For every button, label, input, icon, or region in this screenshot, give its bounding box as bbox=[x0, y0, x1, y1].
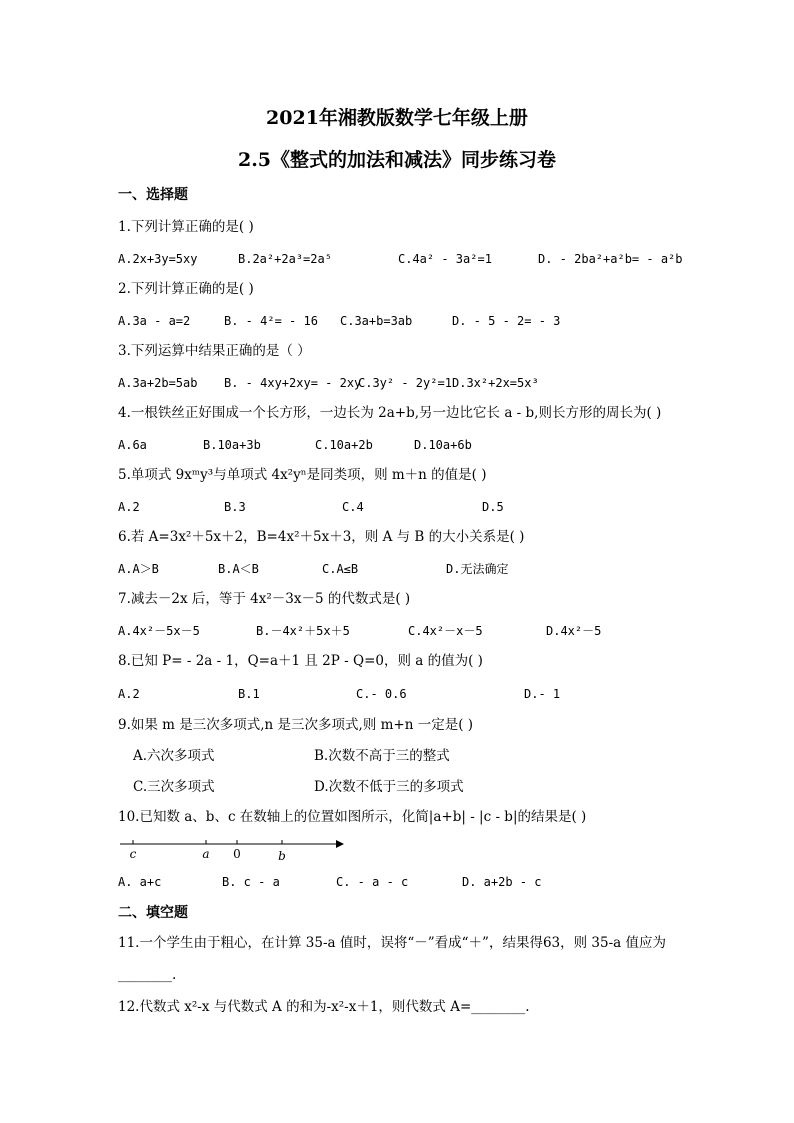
section-choice-heading: 一、选择题 bbox=[118, 187, 188, 203]
question-5-option-d: D.5 bbox=[482, 500, 504, 514]
question-11-line-2: ________. bbox=[118, 967, 177, 983]
question-3-option-b: B. - 4xy+2xy= - 2xy bbox=[224, 376, 362, 390]
question-5-option-b: B.3 bbox=[224, 500, 246, 514]
question-7-option-b: B.－4x²＋5x＋5 bbox=[256, 624, 350, 638]
question-12-line: 12.代数式 x²-x 与代数式 A 的和为-x²-x＋1，则代数式 A=________. bbox=[118, 999, 530, 1015]
question-3-option-d: D.3x²+2x=5x³ bbox=[452, 376, 539, 390]
question-3-stem: 3.下列运算中结果正确的是（ ） bbox=[118, 343, 311, 359]
question-7-option-d: D.4x²－5 bbox=[546, 624, 602, 638]
question-8-option-c: C.- 0.6 bbox=[356, 687, 407, 701]
question-7-option-a: A.4x²－5x－5 bbox=[118, 624, 200, 638]
title-line-2: 2.5《整式的加法和减法》同步练习卷 bbox=[237, 149, 557, 171]
question-3-option-c: C.3y² - 2y²=1 bbox=[358, 376, 452, 390]
question-1-option-c: C.4a² - 3a²=1 bbox=[398, 252, 492, 266]
title-line-1: 2021年湘教版数学七年级上册 bbox=[266, 107, 528, 129]
question-1-stem: 1.下列计算正确的是( ) bbox=[118, 219, 254, 235]
question-2-stem: 2.下列计算正确的是( ) bbox=[118, 281, 254, 297]
question-6-option-a: A.A＞B bbox=[118, 562, 159, 576]
question-8-option-a: A.2 bbox=[118, 687, 140, 701]
question-7-option-c: C.4x²－x－5 bbox=[408, 624, 483, 638]
question-4-option-c: C.10a+2b bbox=[315, 438, 373, 452]
question-2-option-c: C.3a+b=3ab bbox=[340, 314, 413, 328]
question-1-option-d: D. - 2ba²+a²b= - a²b bbox=[538, 252, 683, 266]
question-2-option-a: A.3a - a=2 bbox=[118, 314, 191, 328]
question-9-option-b: B.次数不高于三的整式 bbox=[314, 748, 450, 764]
question-2-option-d: D. - 5 - 2= - 3 bbox=[452, 314, 561, 328]
section-fill-heading: 二、填空题 bbox=[118, 905, 188, 921]
question-6-option-d: D.无法确定 bbox=[446, 562, 509, 576]
question-5-stem: 5.单项式 9xᵐy³与单项式 4x²yⁿ是同类项，则 m＋n 的值是( ) bbox=[118, 467, 487, 483]
label-b: b bbox=[278, 849, 286, 863]
question-10-option-c: C. - a - c bbox=[336, 875, 409, 889]
label-zero: 0 bbox=[233, 847, 241, 861]
question-9-option-d: D.次数不低于三的多项式 bbox=[314, 779, 464, 795]
question-6-option-b: B.A＜B bbox=[218, 562, 259, 576]
question-7-stem: 7.减去－2x 后，等于 4x²－3x－5 的代数式是( ) bbox=[118, 591, 411, 607]
question-4-option-d: D.10a+6b bbox=[414, 438, 472, 452]
question-10-option-b: B. c - a bbox=[222, 875, 280, 889]
number-line-figure bbox=[118, 838, 348, 866]
question-4-option-a: A.6a bbox=[118, 438, 147, 452]
question-6-stem: 6.若 A=3x²＋5x＋2，B=4x²＋5x＋3，则 A 与 B 的大小关系是( ) bbox=[118, 529, 525, 545]
question-6-option-c: C.A≤B bbox=[322, 562, 359, 576]
question-9-stem: 9.如果 m 是三次多项式,n 是三次多项式,则 m+n 一定是( ) bbox=[118, 717, 474, 733]
question-10-option-a: A. a+c bbox=[118, 875, 162, 889]
question-11-line-1: 11.一个学生由于粗心，在计算 35-a 值时，误将“－”看成“＋”，结果得63，则 35-a 值应为 bbox=[118, 935, 666, 951]
question-5-option-c: C.4 bbox=[342, 500, 364, 514]
question-10-option-d: D. a+2b - c bbox=[462, 875, 542, 889]
question-9-option-a: A.六次多项式 bbox=[133, 748, 215, 764]
number-line-arrow bbox=[336, 840, 344, 848]
label-c: c bbox=[129, 847, 137, 861]
question-10-stem: 10.已知数 a、b、c 在数轴上的位置如图所示，化简|a+b| - |c - b|的结果是( ) bbox=[118, 809, 587, 825]
question-9-option-c: C.三次多项式 bbox=[133, 779, 215, 795]
question-5-option-a: A.2 bbox=[118, 500, 140, 514]
label-a: a bbox=[202, 847, 210, 861]
question-1-option-a: A.2x+3y=5xy bbox=[118, 252, 198, 266]
question-8-option-b: B.1 bbox=[238, 687, 260, 701]
question-4-stem: 4.一根铁丝正好围成一个长方形，一边长为 2a+b,另一边比它长 a - b,则长方形的周长为( ) bbox=[118, 405, 662, 421]
question-8-option-d: D.- 1 bbox=[524, 687, 561, 701]
question-2-option-b: B. - 4²= - 16 bbox=[224, 314, 318, 328]
question-8-stem: 8.已知 P= - 2a - 1，Q=a＋1 且 2P - Q=0，则 a 的值为( ) bbox=[118, 653, 483, 669]
question-1-option-b: B.2a²+2a³=2a⁵ bbox=[238, 252, 332, 266]
question-3-option-a: A.3a+2b=5ab bbox=[118, 376, 198, 390]
question-4-option-b: B.10a+3b bbox=[203, 438, 261, 452]
